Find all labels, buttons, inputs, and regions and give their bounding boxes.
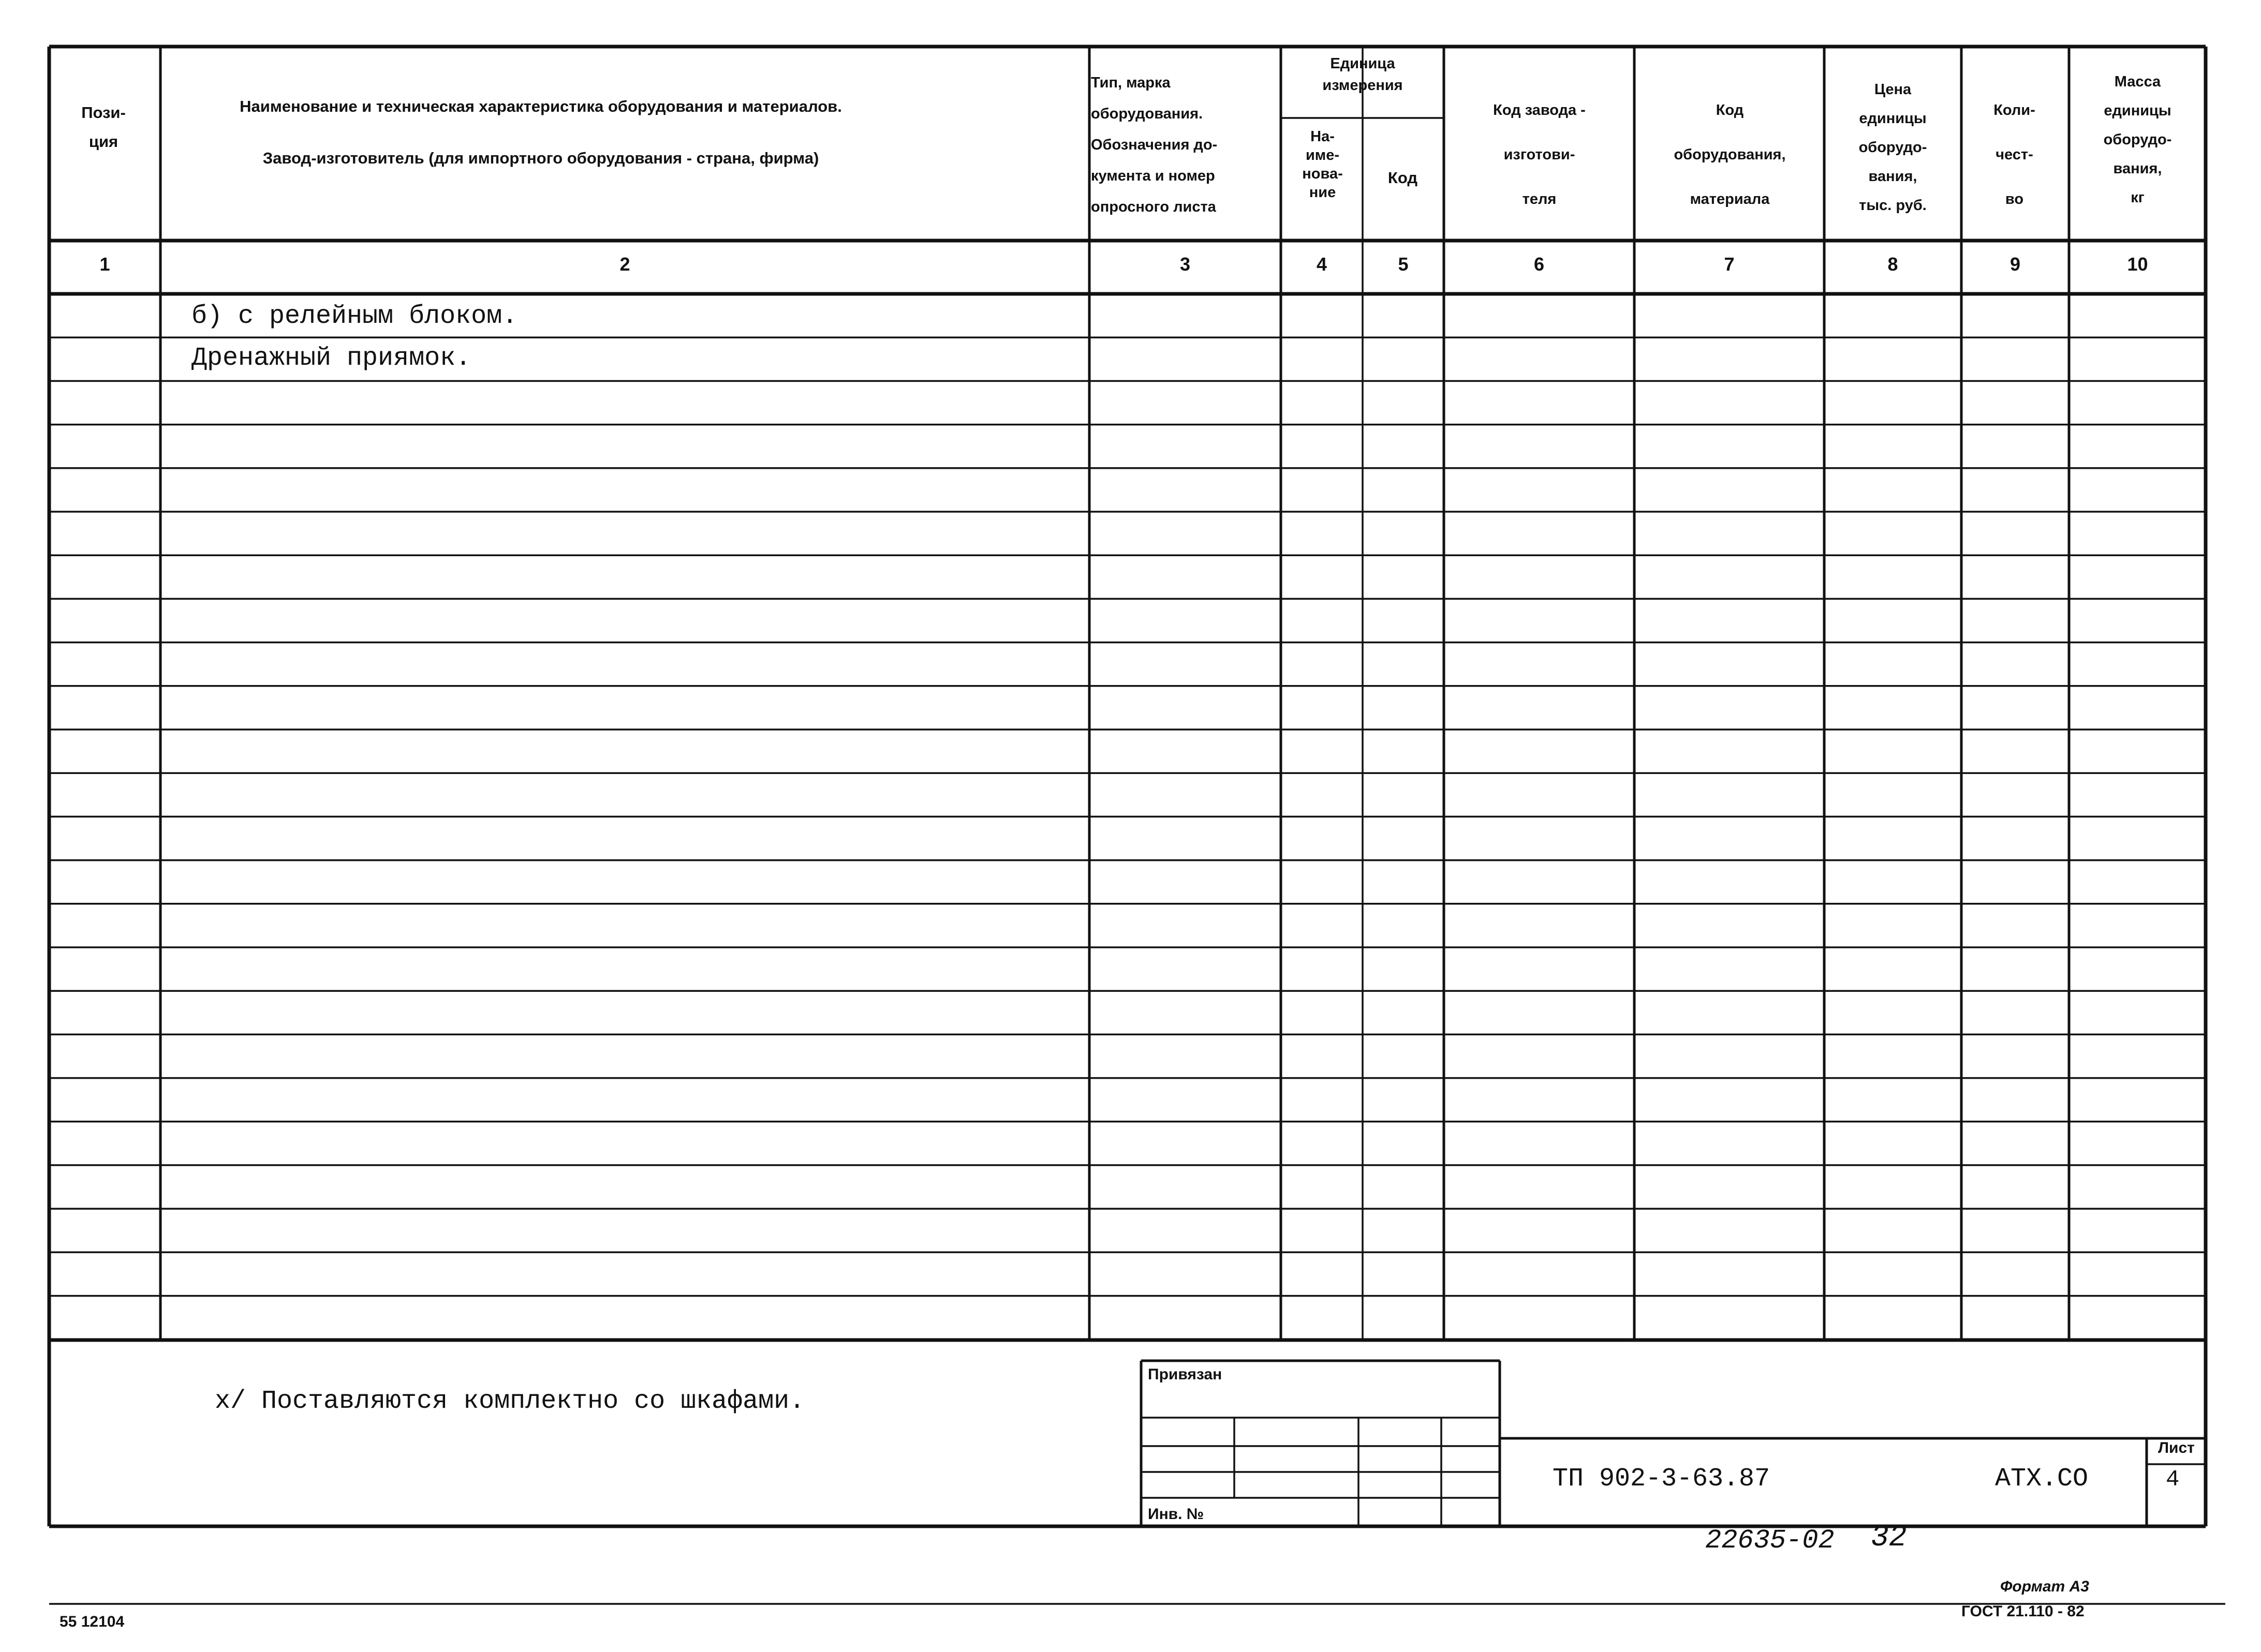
header-unit-code: Код (1387, 169, 1418, 187)
column-number-9: 9 (2009, 254, 2021, 275)
header-quantity: Коли- чест- во (1993, 102, 2035, 207)
stamp-attached-label: Привязан (1148, 1366, 1222, 1383)
column-number-5: 5 (1398, 254, 1409, 275)
corner-number: 55 12104 (60, 1613, 125, 1630)
column-number-4: 4 (1316, 254, 1327, 275)
format-label: Формат А3 (2000, 1578, 2089, 1595)
header-unit: Единица измерения (1322, 55, 1403, 94)
header-unit-name: На- име- нова- ние (1302, 128, 1343, 201)
footnote: х/ Поставляются комплектно со шкафами. (215, 1387, 805, 1416)
archive-number: 22635-02 (1705, 1525, 1835, 1556)
sheet-number: 4 (2166, 1467, 2180, 1493)
column-number-1: 1 (99, 254, 110, 275)
column-number-2: 2 (619, 254, 630, 275)
gost-reference: ГОСТ 21.110 - 82 (1961, 1603, 2085, 1620)
header-position: Пози- ция (81, 103, 126, 151)
header-name-line1: Наименование и техническая характеристика оборудования и материалов. (240, 97, 842, 115)
header-type-mark: Тип, марка оборудования. Обозначения до- кумента и номер опросного листа (1091, 75, 1218, 215)
archive-page: 32 (1871, 1521, 1907, 1555)
header-unit-mass: Масса единицы оборудо- вания, кг (2103, 73, 2172, 206)
column-number-7: 7 (1724, 254, 1735, 275)
column-number-3: 3 (1179, 254, 1191, 275)
table-row-1-text: б) с релейным блоком. (191, 302, 518, 331)
column-number-8: 8 (1887, 254, 1898, 275)
column-number-6: 6 (1533, 254, 1545, 275)
header-equipment-code: Код оборудования, материала (1674, 102, 1786, 207)
table-row-2-text: Дренажный приямок. (191, 344, 471, 373)
header-factory-code: Код завода - изготови- теля (1493, 102, 1586, 207)
column-number-10: 10 (2127, 254, 2148, 275)
header-name-line2: Завод-изготовитель (для импортного оборудования - страна, фирма) (262, 149, 819, 167)
document-code: ТП 902-3-63.87 (1553, 1464, 1770, 1494)
section-code: АТХ.СО (1995, 1464, 2089, 1494)
sheet-label: Лист (2158, 1439, 2195, 1456)
stamp-inventory-label: Инв. № (1148, 1506, 1204, 1523)
header-unit-price: Цена единицы оборудо- вания, тыс. руб. (1858, 81, 1927, 214)
